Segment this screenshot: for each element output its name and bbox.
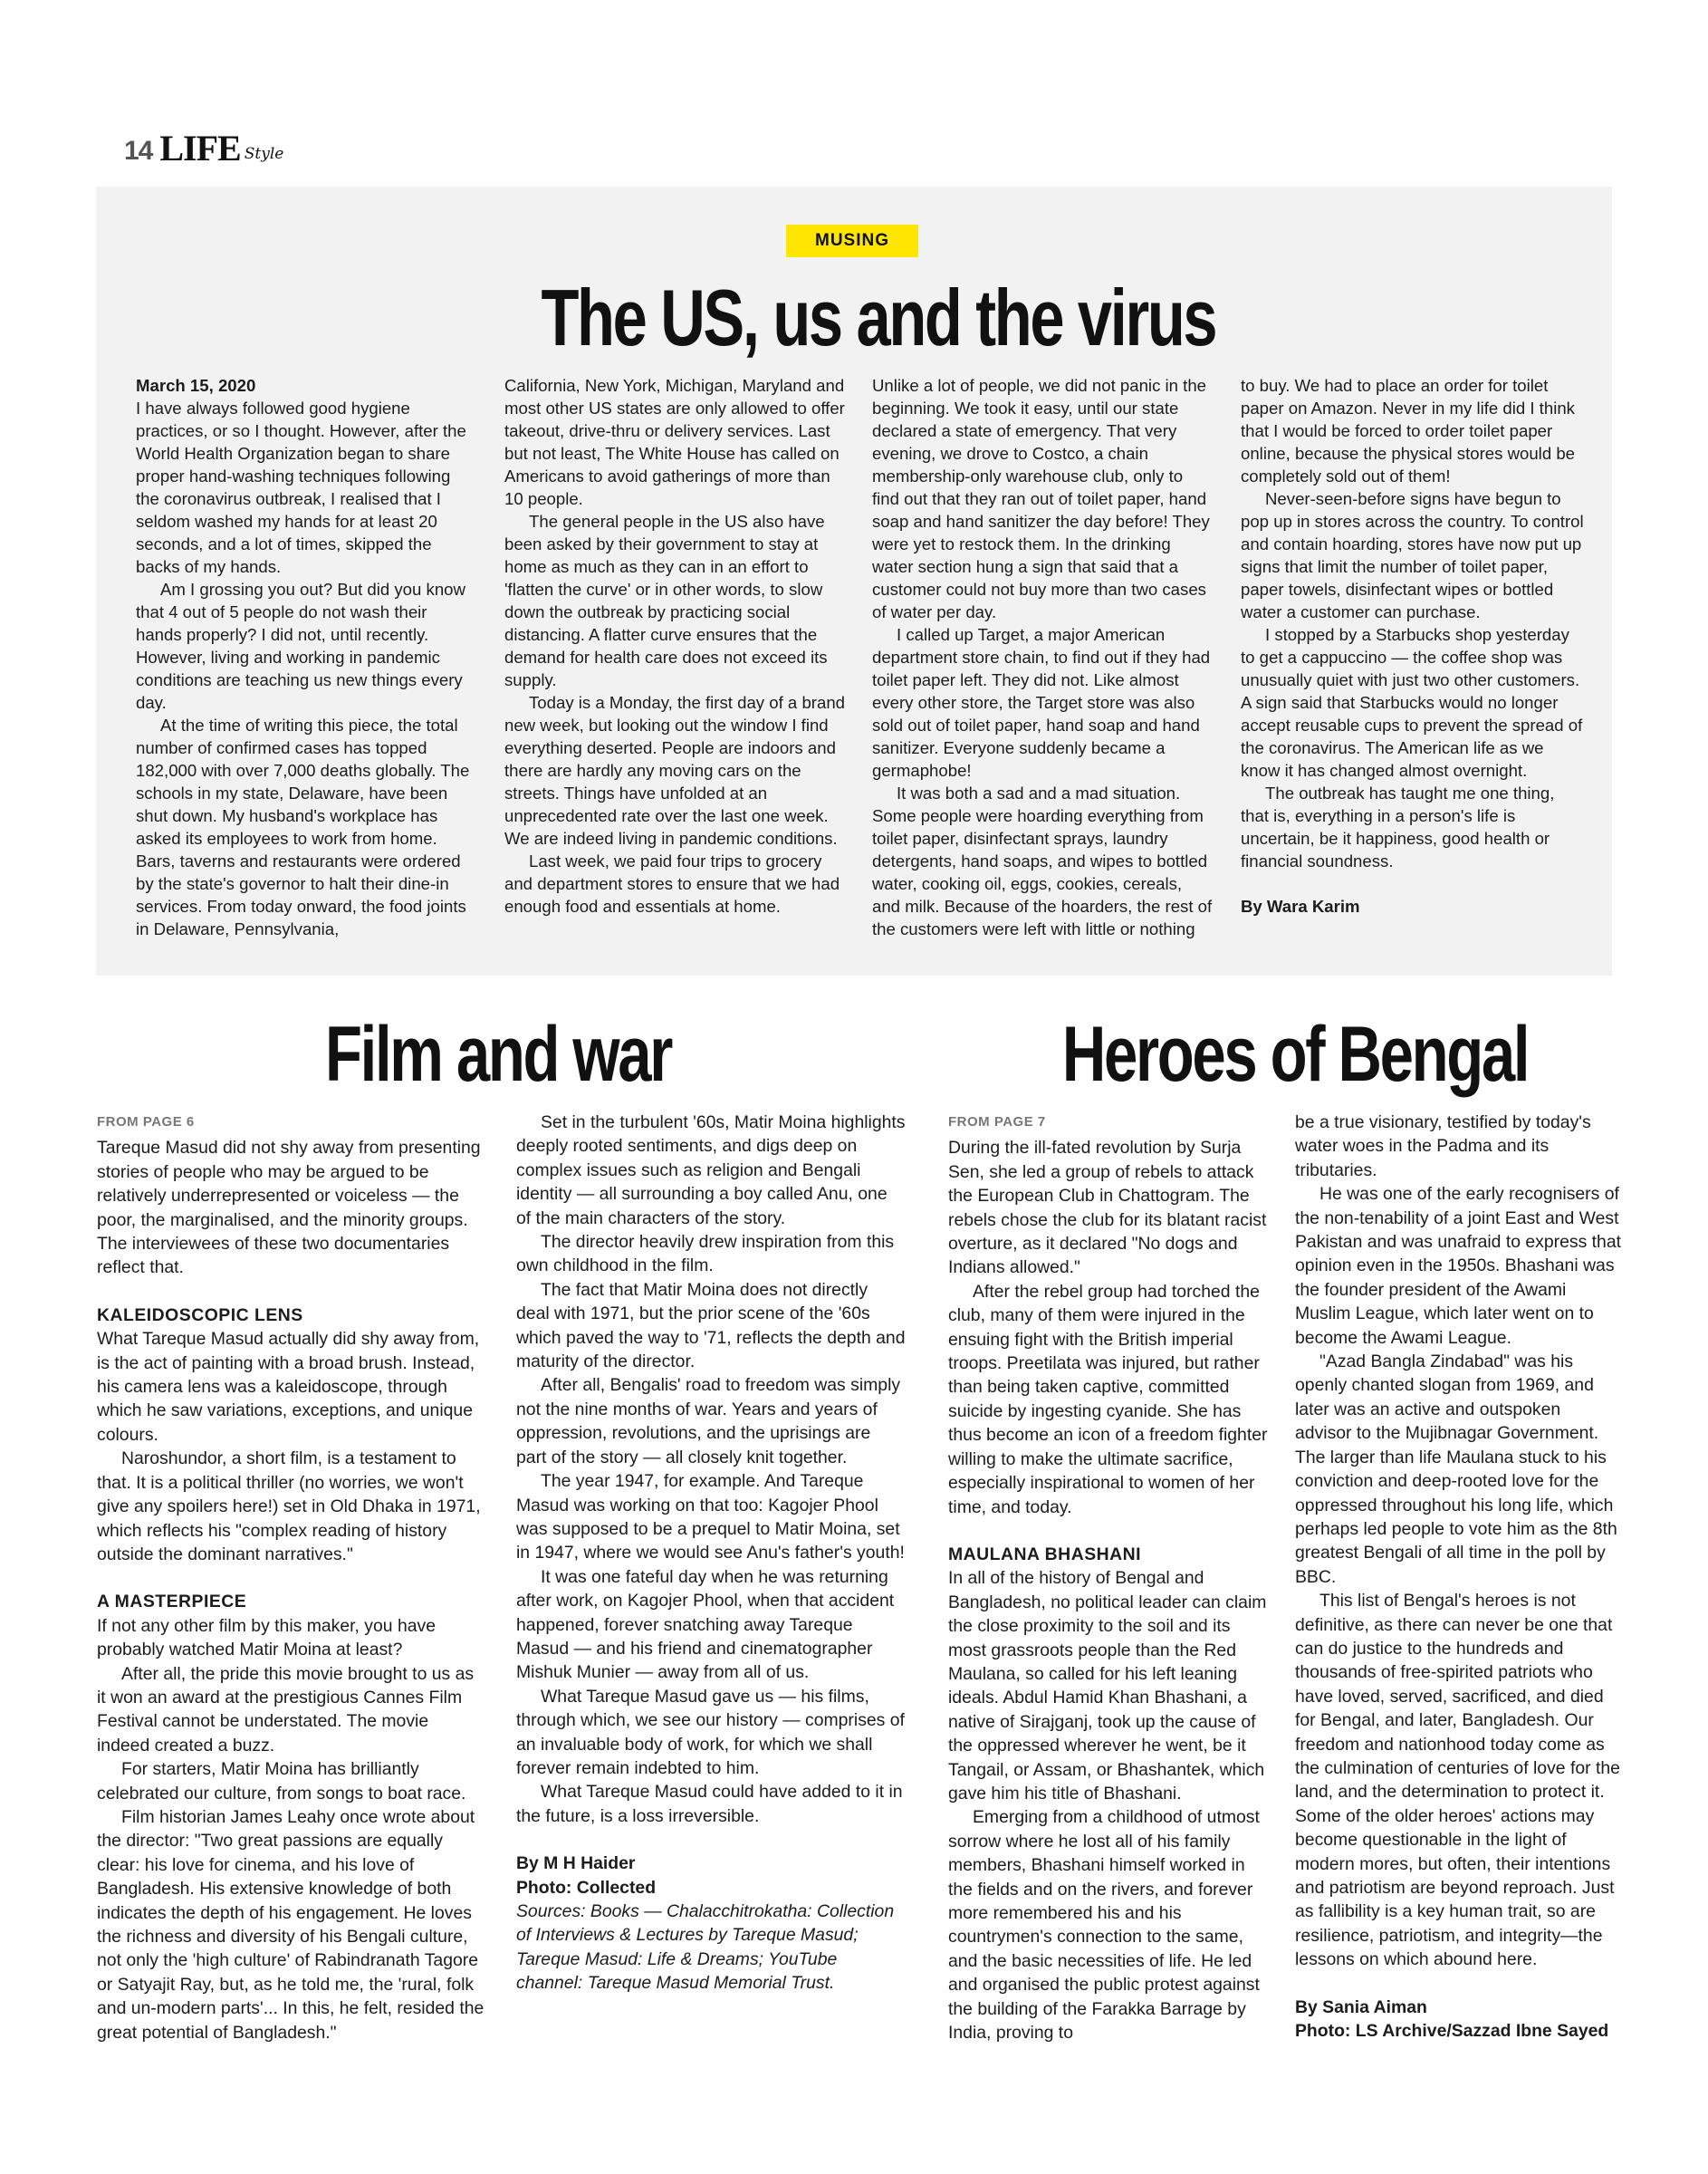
paragraph: Last week, we paid four trips to grocery and department stores to ensure that we had enough food and essentials at home. [504, 851, 840, 916]
photo-credit: Photo: LS Archive/Sazzad Ibne Sayed [1295, 2021, 1609, 2042]
paragraph: Tareque Masud did not shy away from presenting stories of people who may be argued to be relatively underrepresented or voiceless — the poor, the marginalised, and the minority groups. The interviewees of these two documentaries reflect that. [97, 1138, 481, 1278]
heroes-column-1 [948, 1111, 1271, 2044]
photo-credit: Photo: Collected [516, 1877, 657, 1898]
logo-main: LIFE [159, 128, 241, 168]
heroes-headline: Heroes of Bengal [1061, 1011, 1529, 1098]
paragraph: What Tareque Masud gave us — his films, through which, we see our history — comprises of an invaluable body of work, for which we shall forever remain indebted to him. [516, 1686, 905, 1778]
paragraph: Set in the turbulent '60s, Matir Moina highlights deeply rooted sentiments, and digs deep on complex issues such as religion and Bengali identity — all surrounding a boy called Anu, one of the main characters of the story. [516, 1112, 906, 1228]
continuation-label: FROM PAGE 7 [948, 1114, 1046, 1130]
paragraph: Film historian James Leahy once wrote about the director: "Two great passions are equally clear: his love for cinema, and his love of Bangladesh. His extensive knowledge of both indicates the depth of his engagement. He loves the richness and diversity of his Bengali culture, not only the 'high culture' of Rabindranath Tagore or Satyajit Ray, but, as he told me, the 'rural, folk and un-modern parts'... In this, he felt, resided the great potential of Bangladesh." [97, 1806, 485, 2043]
paragraph: If not any other film by this maker, you have probably watched Matir Moina at least? [97, 1615, 436, 1660]
paragraph: For starters, Matir Moina has brilliantly celebrated our culture, from songs to boat race. [97, 1759, 466, 1804]
paragraph: In all of the history of Bengal and Bangladesh, no political leader can claim the close proximity to the soil and its most grassroots people than the Red Maulana, so called for his left leaning ideals. Abdul Hamid Khan Bhashani, a native of Sirajganj, took up the cause of the oppressed wherever he went, be it Tangail, or Assam, or Bhashantek, which gave him his title of Bhashani. [948, 1568, 1267, 1804]
subhead: KALEIDOSCOPIC LENS [97, 1304, 303, 1325]
paragraph: Naroshundor, a short film, is a testament to that. It is a political thriller (no worries, we won't give any spoilers here!) set in Old Dhaka in 1971, which reflects his "complex reading of history outside the dominant narratives." [97, 1448, 481, 1564]
sources-note: Sources: Books — Chalacchitrokatha: Collection of Interviews & Lectures by Tareque Masud; Tareque Masud: Life & Dreams; YouTube channel: Tareque Masud Memorial Trust. [516, 1901, 895, 1994]
musing-column-3 [872, 374, 1214, 940]
paragraph: Today is a Monday, the first day of a brand new week, but looking out the window I find everything deserted. People are indoors and there are hardly any moving cars on the streets. Things have unfolded at an unprecedented rate over the last one week. We are indeed living in pandemic conditions. [504, 693, 845, 848]
continuation-label: FROM PAGE 6 [97, 1114, 195, 1130]
paragraph: I called up Target, a major American department store chain, to find out if they had toilet paper left. They did not. Like almost every other store, the Target store was also sold out of toilet paper, hand soap and hand sanitizer. Everyone suddenly became a germaphobe! [872, 625, 1211, 780]
paragraph: The director heavily drew inspiration from this own childhood in the film. [516, 1232, 895, 1276]
paragraph: He was one of the early recognisers of the non-tenability of a joint East and West Pakistan and was unafraid to express that opinion even in the 1950s. Bhashani was the founder president of the Awami Muslim League, which later went on to become the Awami League. [1295, 1184, 1622, 1348]
film-headline: Film and war [325, 1011, 671, 1098]
paragraph: The fact that Matir Moina does not directly deal with 1971, but the prior scene of the '60s which paved the way to '71, reflects the depth and maturity of the director. [516, 1279, 906, 1372]
paragraph: The outbreak has taught me one thing, that is, everything in a person's life is uncertain, be it happiness, good health or financial soundness. [1241, 784, 1555, 871]
logo-script: Style [244, 145, 284, 163]
page-header [124, 125, 283, 167]
byline: By M H Haider [516, 1853, 636, 1874]
paragraph: California, New York, Michigan, Maryland and most other US states are only allowed to offer takeout, drive-thru or delivery services. Last but not least, The White House has called on Americans to avoid gatherings of more than 10 people. [504, 376, 845, 508]
heroes-column-2 [1295, 1111, 1621, 2043]
subhead: A MASTERPIECE [97, 1592, 247, 1612]
subhead: MAULANA BHASHANI [948, 1544, 1142, 1564]
paragraph: be a true visionary, testified by today's water woes in the Padma and its tributaries. [1295, 1112, 1591, 1180]
paragraph: What Tareque Masud could have added to it in the future, is a loss irreversible. [516, 1782, 903, 1826]
paragraph: Unlike a lot of people, we did not panic in the beginning. We took it easy, until our state declared a state of emergency. That very evening, we drove to Costco, a chain membership-only warehouse club, only to find out that they ran out of toilet paper, hand soap and hand sanitizer the day before! They were yet to restock them. In the drinking water section hung a sign that said that a customer could not buy more than two cases of water per day. [872, 376, 1210, 621]
paragraph: During the ill-fated revolution by Surja Sen, she led a group of rebels to attack the European Club in Chattogram. The rebels chose the club for its blatant racist overture, as it declared "No dogs and Indians allowed." [948, 1138, 1267, 1278]
paragraph: Am I grossing you out? But did you know that 4 out of 5 people do not wash their hands properly? I did not, until recently. However, living and working in pandemic conditions are teaching us new things every day. [136, 580, 465, 712]
dateline: March 15, 2020 [136, 376, 256, 395]
paragraph: It was one fateful day when he was returning after work, on Kagojer Phool, when that accident happened, forever snatching away Tareque Masud — and his friend and cinematographer Mishuk Munier — away from all of us. [516, 1566, 895, 1683]
paragraph: Emerging from a childhood of utmost sorrow where he lost all of his family members, Bhashani himself worked in the fields and on the rivers, and forever more remembered his and his countrymen's connection to the same, and the basic necessities of life. He led and organised the public protest against the building of the Farakka Barrage by India, proving to [948, 1807, 1260, 2044]
byline: By Sania Aiman [1295, 1996, 1427, 2017]
paragraph: It was both a sad and a mad situation. Some people were hoarding everything from toilet paper, disinfectant sprays, laundry detergents, hand soaps, and wipes to bottled water, cooking oil, eggs, cookies, cereals, and milk. Because of the hoarders, the rest of the customers were left with little or nothing [872, 784, 1213, 938]
film-column-1 [97, 1111, 485, 2044]
film-column-2 [516, 1111, 906, 1996]
musing-column-1 [136, 374, 475, 940]
paragraph: After all, Bengalis' road to freedom was simply not the nine months of war. Years and years of oppression, revolutions, and the uprisings are part of the story — all closely knit together. [516, 1375, 901, 1467]
paragraph: The general people in the US also have been asked by their government to stay at home as much as they can in an effort to 'flatten the curve' or in other words, to slow down the outbreak by practicing social distancing. A flatter curve ensures that the demand for health care does not exceed its supply. [504, 512, 828, 689]
musing-column-4 [1241, 374, 1585, 918]
paragraph: What Tareque Masud actually did shy away from, is the act of painting with a broad brush. Instead, his camera lens was a kaleidoscope, through which he saw variations, exceptions, and unique colours. [97, 1329, 480, 1445]
musing-column-2 [504, 374, 847, 918]
paragraph: to buy. We had to place an order for toilet paper on Amazon. Never in my life did I think that I would be forced to order toilet paper online, because the physical stores would be completely sold out of them! [1241, 376, 1576, 486]
paragraph: "Azad Bangla Zindabad" was his openly chanted slogan from 1969, and later was an active and outspoken advisor to the Mujibnagar Government. The larger than life Maulana stuck to his conviction and deep-rooted love for the oppressed throughout his long life, which perhaps led people to vote him as the 8th greatest Bengali of all time in the poll by BBC. [1295, 1352, 1617, 1587]
paragraph: I stopped by a Starbucks shop yesterday to get a cappuccino — the coffee shop was unusually quiet with just two other customers. A sign said that Starbucks would no longer accept reusable cups to prevent the spread of the coronavirus. The American life as we know it has changed almost overnight. [1241, 625, 1583, 780]
paragraph: After all, the pride this movie brought to us as it won an award at the prestigious Cannes Film Festival cannot be understated. The movie indeed created a buzz. [97, 1663, 475, 1756]
magazine-logo [159, 130, 283, 167]
paragraph: After the rebel group had torched the club, many of them were injured in the ensuing fight with the British imperial troops. Preetilata was injured, but rather than being taken captive, committed suicide by ingesting cyanide. She has thus become an icon of a freedom fighter willing to make the ultimate sacrifice, especially inspirational to women of her time, and today. [948, 1281, 1268, 1517]
paragraph: This list of Bengal's heroes is not definitive, as there can never be one that can do justice to the hundreds and thousands of free-spirited patriots who have loved, served, sacrificed, and died for Bengal, and later, Bangladesh. Our freedom and nationhood today come as the culmination of centuries of love for the land, and the determination to protect it. Some of the older heroes' actions may become questionable in the light of modern mores, but often, their intentions and patriotism are beyond reproach. Just as fallibility is a key human trait, so are resilience, patriotism, and integrity—the lessons on which abound here. [1295, 1591, 1620, 1970]
paragraph: At the time of writing this piece, the total number of confirmed cases has topped 182,000 with over 7,000 deaths globally. The schools in my state, Delaware, have been shut down. My husband's workplace has asked its employees to work from home. Bars, taverns and restaurants were ordered by the state's governor to halt their dine-in services. From today onward, the food joints in Delaware, Pennsylvania, [136, 716, 470, 938]
page-number: 14 [124, 136, 153, 166]
paragraph: The year 1947, for example. And Tareque Masud was working on that too: Kagojer Phool was supposed to be a prequel to Matir Moina, set in 1947, where we would see Anu's father's youth! [516, 1471, 905, 1563]
musing-headline: The US, us and the virus [541, 273, 1216, 362]
byline: By Wara Karim [1241, 897, 1360, 916]
paragraph: I have always followed good hygiene practices, or so I thought. However, after the World Health Organization began to share proper hand-washing techniques following the coronavirus outbreak, I realised that I seldom washed my hands for at least 20 seconds, and a lot of times, skipped the backs of my hands. [136, 399, 466, 576]
section-kicker: MUSING [786, 225, 918, 257]
paragraph: Never-seen-before signs have begun to pop up in stores across the country. To control and contain hoarding, stores have now put up signs that limit the number of toilet paper, paper towels, disinfectant wipes or bottled water a customer can purchase. [1241, 489, 1584, 621]
